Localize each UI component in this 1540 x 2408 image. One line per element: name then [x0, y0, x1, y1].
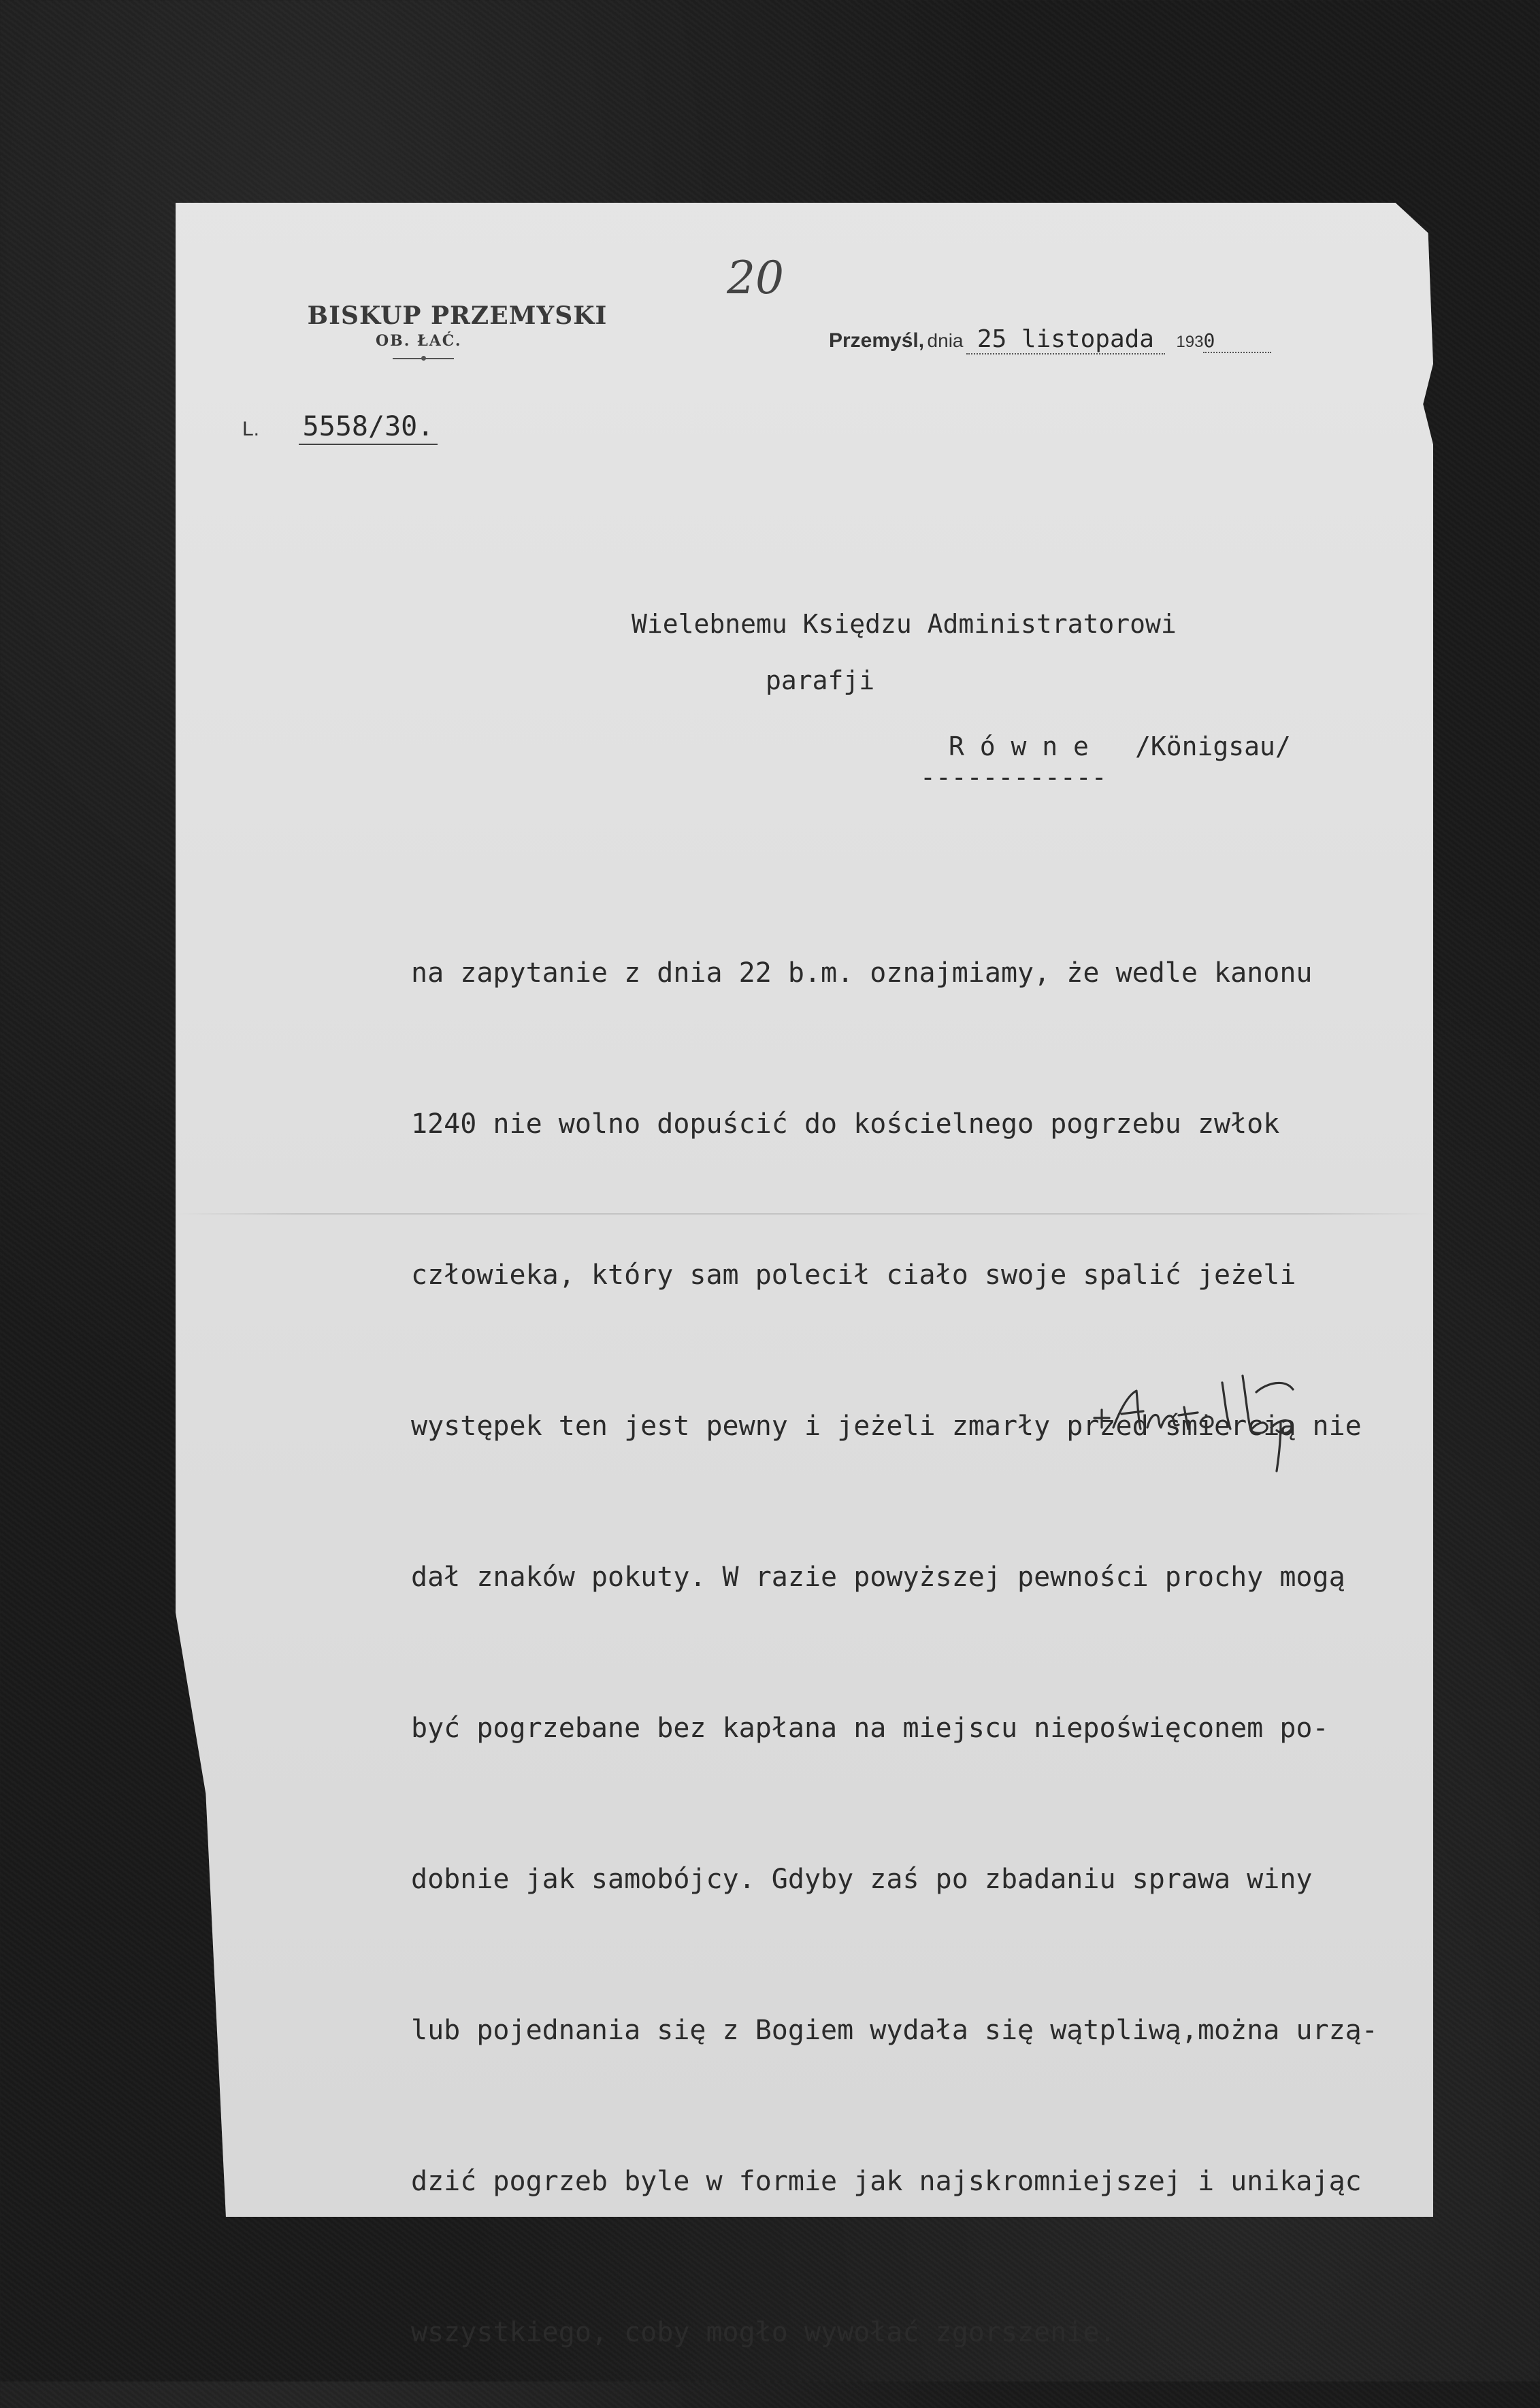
folio-number: 20 [727, 252, 784, 304]
body-line: dzić pogrzeb byle w formie jak najskromniejszej i unikając [411, 2166, 1362, 2197]
body-line: dał znaków pokuty. W razie powyższej pewności prochy mogą [411, 1562, 1345, 1593]
dateline-place: Przemyśl, [829, 329, 925, 352]
addressee-salutation: Wielebnemu Księdzu Administratorowi [632, 609, 1177, 639]
reference-line [242, 411, 438, 445]
body-line: występek ten jest pewny i jeżeli zmarły przed śmiercią nie [411, 1411, 1362, 1442]
addressee-place-alt-name: /Königsau/ [1135, 731, 1291, 761]
body-line: dobnie jak samobójcy. Gdyby zaś po zbadaniu sprawa winy [411, 1864, 1313, 1895]
addressee-place-name: R ó w n e [949, 731, 1089, 761]
letter-body [411, 847, 1378, 2408]
addressee-place-underline: ------------ [920, 762, 1107, 792]
reference-number: 5558/30. [299, 411, 438, 445]
dateline-date: 25 listopada [966, 325, 1165, 354]
body-line: na zapytanie z dnia 22 b.m. oznajmiamy, że wedle kanonu [411, 957, 1313, 989]
dateline-dnia-label: dnia [927, 330, 964, 351]
dateline-year-suffix: 0 [1203, 329, 1271, 353]
body-line: 1240 nie wolno dopuścić do kościelnego pogrzebu zwłok [411, 1108, 1280, 1140]
addressee-parish-label: parafji [766, 665, 875, 695]
letterhead-ornament-rule [393, 358, 454, 359]
handwritten-signature [1089, 1362, 1347, 1478]
dateline-year-prefix: 193 [1176, 333, 1204, 351]
body-line: wszystkiego, coby mogło wywołać zgorszenie. [411, 2317, 1116, 2348]
body-line: lub pojednania się z Bogiem wydała się wątpliwą,można urzą- [411, 2015, 1378, 2046]
letterhead [274, 301, 641, 359]
body-line: człowieka, który sam polecił ciało swoje spalić jeżeli [411, 1259, 1296, 1291]
dateline [829, 325, 1360, 354]
signature-drawing [1089, 1362, 1347, 1478]
letterhead-organization: BISKUP PRZEMYSKI [307, 301, 608, 330]
reference-label: L. [242, 418, 260, 440]
body-line: być pogrzebane bez kapłana na miejscu niepoświęconem po- [411, 1713, 1329, 1744]
letterhead-rite: OB. ŁAĆ. [376, 332, 462, 350]
